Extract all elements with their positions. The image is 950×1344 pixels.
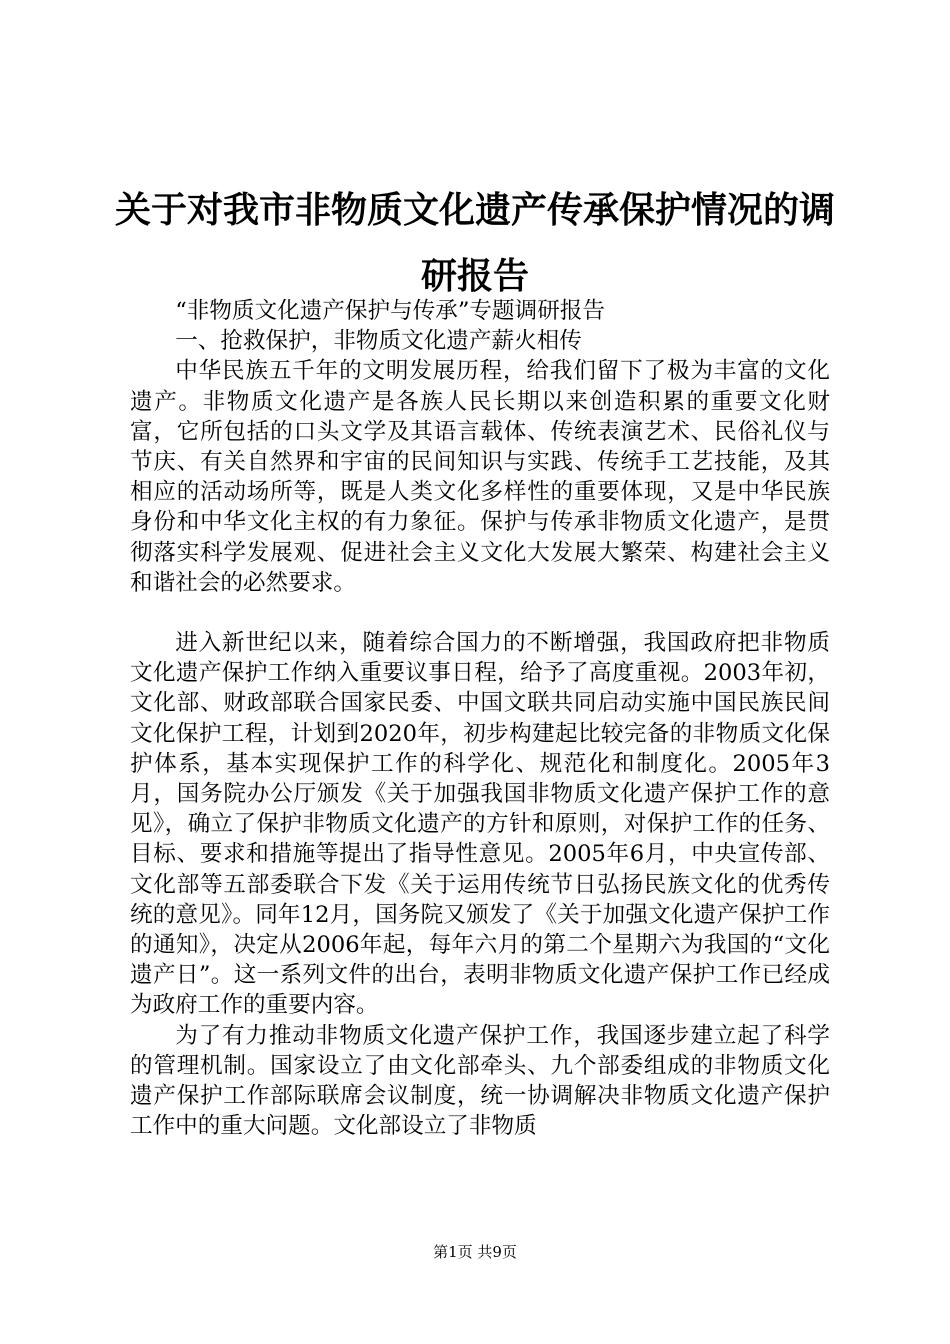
document-title: 关于对我市非物质文化遗产传承保护情况的调研报告 — [114, 190, 835, 297]
section-heading: 一、抢救保护，非物质文化遗产薪火相传 — [175, 328, 582, 355]
paragraph-3: 为了有力推动非物质文化遗产保护工作，我国逐步建立起了科学的管理机制。国家设立了由文化部牵头、九个部委组成的非物质文化遗产保护工作部际联席会议制度，统一协调解决非物质文化遗产保护工作中的重大问题。文化部设立了非物质 — [130, 1022, 830, 1140]
paragraph-spacer — [130, 598, 830, 628]
page-number-footer: 第1页 共9页 — [433, 1243, 517, 1261]
document-body — [130, 296, 830, 1141]
paragraph-2: 进入新世纪以来，随着综合国力的不断增强，我国政府把非物质文化遗产保护工作纳入重要议事日程，给予了高度重视。2003年初，文化部、财政部联合国家民委、中国文联共同启动实施中国民族民间文化保护工程，计划到2020年，初步构建起比较完备的非物质文化保护体系，基本实现保护工作的科学化、规范化和制度化。2005年3月，国务院办公厅颁发《关于加强我国非物质文化遗产保护工作的意见》，确立了保护非物质文化遗产的方针和原则，对保护工作的任务、目标、要求和措施等提出了指导性意见。2005年6月，中央宣传部、文化部等五部委联合下发《关于运用传统节日弘扬民族文化的优秀传统的意见》。同年12月，国务院又颁发了《关于加强文化遗产保护工作的通知》，决定从2006年起，每年六月的第二个星期六为我国的“文化遗产日”。这一系列文件的出台，表明非物质文化遗产保护工作已经成为政府工作的重要内容。 — [130, 630, 830, 1019]
report-subtitle: “非物质文化遗产保护与传承”专题调研报告 — [175, 298, 605, 324]
paragraph-1: 中华民族五千年的文明发展历程，给我们留下了极为丰富的文化遗产。非物质文化遗产是各族人民长期以来创造积累的重要文化财富，它所包括的口头文学及其语言载体、传统表演艺术、民俗礼仪与节庆、有关自然界和宇宙的民间知识与实践、传统手工艺技能，及其相应的活动场所等，既是人类文化多样性的重要体现，又是中华民族身份和中华文化主权的有力象征。保护与传承非物质文化遗产，是贯彻落实科学发展观、促进社会主义文化大发展大繁荣、构建社会主义和谐社会的必然要求。 — [130, 358, 830, 596]
